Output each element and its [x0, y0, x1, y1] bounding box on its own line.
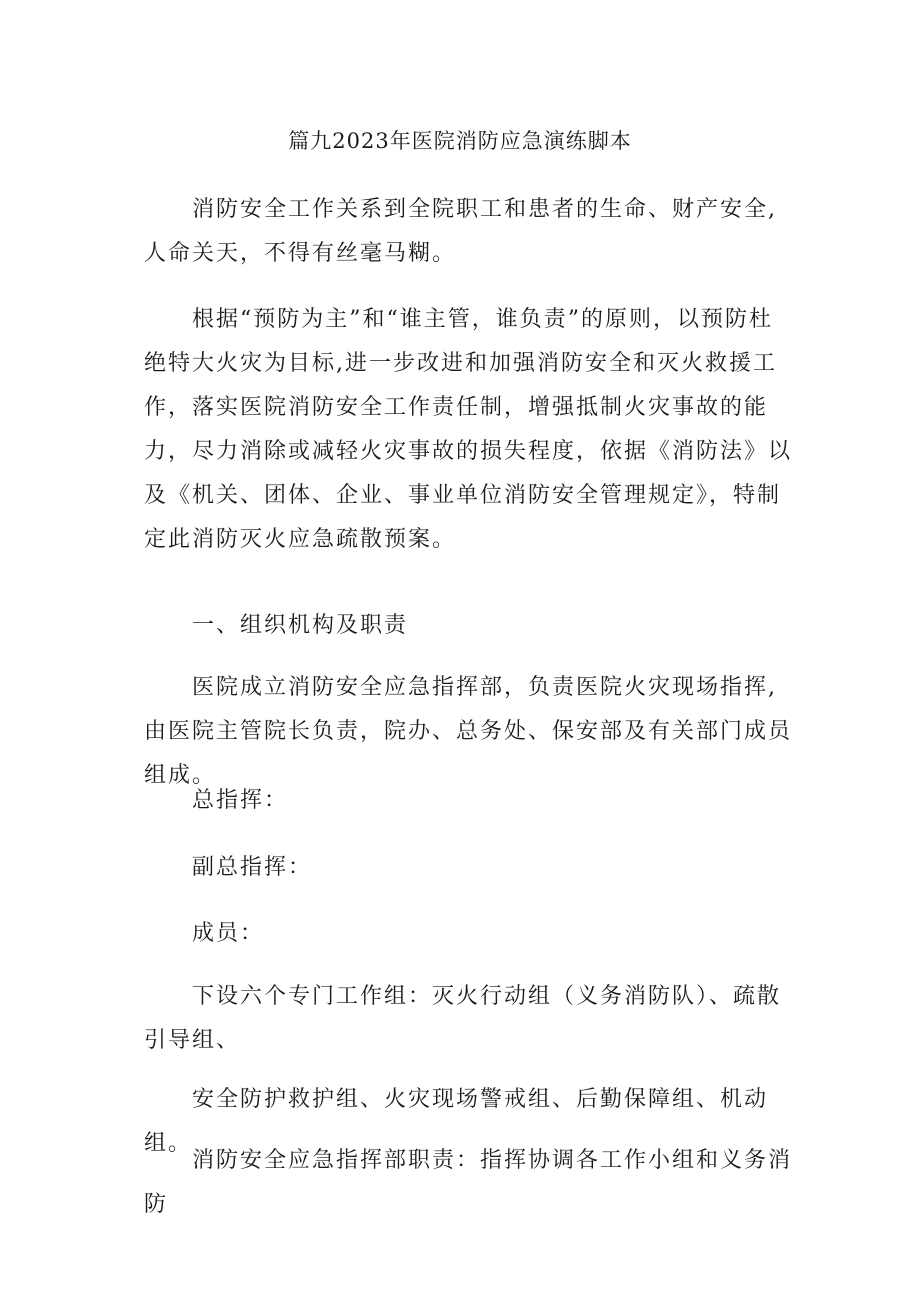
label-members: 成员：	[192, 921, 265, 946]
paragraph-intro: 消防安全工作关系到全院职工和患者的生命、财产安全,人命关天，不得有丝毫马糊。	[144, 197, 777, 266]
document-title: 篇九2023年医院消防应急演练脚本	[288, 129, 632, 153]
paragraph-principles: 根据“预防为主”和“谁主管，谁负责”的原则，以预防杜绝特大火灾为目标,进一步改进和加强消防安全和灭火救援工作，落实医院消防安全工作责任制，增强抵制火灾事故的能力，尽力消除或减轻火灾事故的损失程度，依据《消防法》以及《机关、团体、企业、事业单位消防安全管理规定》，特制定此消防灭火应急疏散预案。	[144, 307, 793, 552]
label-commander-in-chief: 总指挥：	[192, 788, 289, 813]
paragraph-working-groups-continued: 安全防护救护组、火灾现场警戒组、后勤保障组、机动组。	[144, 1087, 769, 1156]
section-heading-organization: 一、组织机构及职责	[192, 613, 409, 638]
paragraph-command-center: 医院成立消防安全应急指挥部，负责医院火灾现场指挥,由医院主管院长负责，院办、总务处、保安部及有关部门成员组成。	[144, 675, 793, 788]
paragraph-command-duties: 消防安全应急指挥部职责：指挥协调各工作小组和义务消防	[144, 1148, 793, 1217]
paragraph-working-groups: 下设六个专门工作组：灭火行动组（义务消防队）、疏散引导组、	[144, 984, 782, 1053]
label-deputy-commander: 副总指挥：	[192, 855, 313, 880]
